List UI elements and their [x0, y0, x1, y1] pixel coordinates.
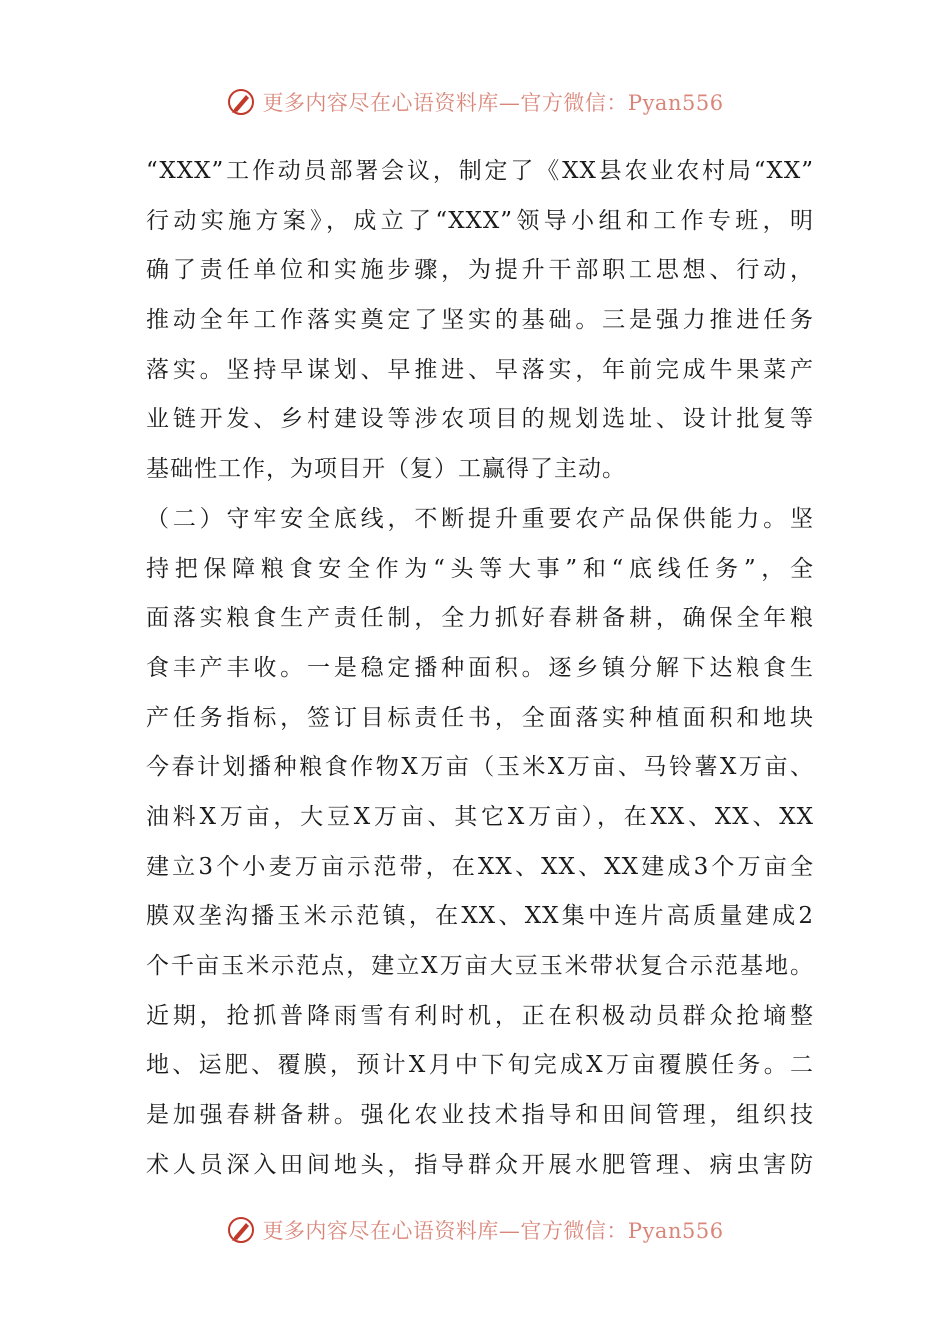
pen-logo-icon — [226, 1215, 256, 1245]
body-line: 推动全年工作落实奠定了坚实的基础。三是强力推进任务 — [146, 307, 814, 334]
body-line: 术人员深入田间地头，指导群众开展水肥管理、病虫害防 — [146, 1151, 814, 1178]
footer-watermark-text: 更多内容尽在心语资料库—官方微信：Pyan556 — [262, 1219, 724, 1243]
header-watermark-text: 更多内容尽在心语资料库—官方微信：Pyan556 — [262, 91, 724, 115]
body-line: 行动实施方案》，成立了“XXX”领导小组和工作专班，明 — [146, 207, 814, 234]
body-line: 面落实粮食生产责任制，全力抓好春耕备耕，确保全年粮 — [146, 605, 814, 632]
header-watermark-banner — [0, 82, 950, 122]
body-line: 建立3个小麦万亩示范带，在XX、XX、XX建成3个万亩全 — [146, 853, 814, 880]
body-line: 产任务指标，签订目标责任书，全面落实种植面积和地块 — [146, 704, 814, 731]
pen-logo-icon — [226, 87, 256, 117]
body-line: 油料X万亩，大豆X万亩、其它X万亩），在XX、XX、XX — [146, 803, 814, 830]
body-line: 确了责任单位和实施步骤，为提升干部职工思想、行动， — [146, 257, 814, 284]
body-line: 是加强春耕备耕。强化农业技术指导和田间管理，组织技 — [146, 1102, 814, 1129]
body-line: “XXX”工作动员部署会议，制定了《XX县农业农村局“XX” — [146, 158, 814, 184]
footer-watermark-banner — [0, 1210, 950, 1250]
body-line: 个千亩玉米示范点，建立X万亩大豆玉米带状复合示范基地。 — [146, 953, 814, 979]
body-line: 落实。坚持早谋划、早推进、早落实，年前完成牛果菜产 — [146, 356, 814, 383]
body-line: 今春计划播种粮食作物X万亩（玉米X万亩、马铃薯X万亩、 — [146, 754, 814, 781]
body-line: 业链开发、乡村建设等涉农项目的规划选址、设计批复等 — [146, 406, 814, 433]
body-line: 膜双垄沟播玉米示范镇，在XX、XX集中连片高质量建成2 — [146, 903, 814, 930]
body-line: 持把保障粮食安全作为“头等大事”和“底线任务”，全 — [146, 555, 814, 582]
body-line: 基础性工作，为项目开（复）工赢得了主动。 — [146, 456, 626, 483]
section-heading-line: （二）守牢安全底线，不断提升重要农产品保供能力。坚 — [146, 505, 814, 532]
body-line: 食丰产丰收。一是稳定播种面积。逐乡镇分解下达粮食生 — [146, 654, 814, 681]
body-line: 地、运肥、覆膜，预计X月中下旬完成X万亩覆膜任务。二 — [146, 1052, 814, 1079]
document-body — [146, 147, 814, 1190]
body-line: 近期，抢抓普降雨雪有利时机，正在积极动员群众抢墒整 — [146, 1002, 814, 1029]
